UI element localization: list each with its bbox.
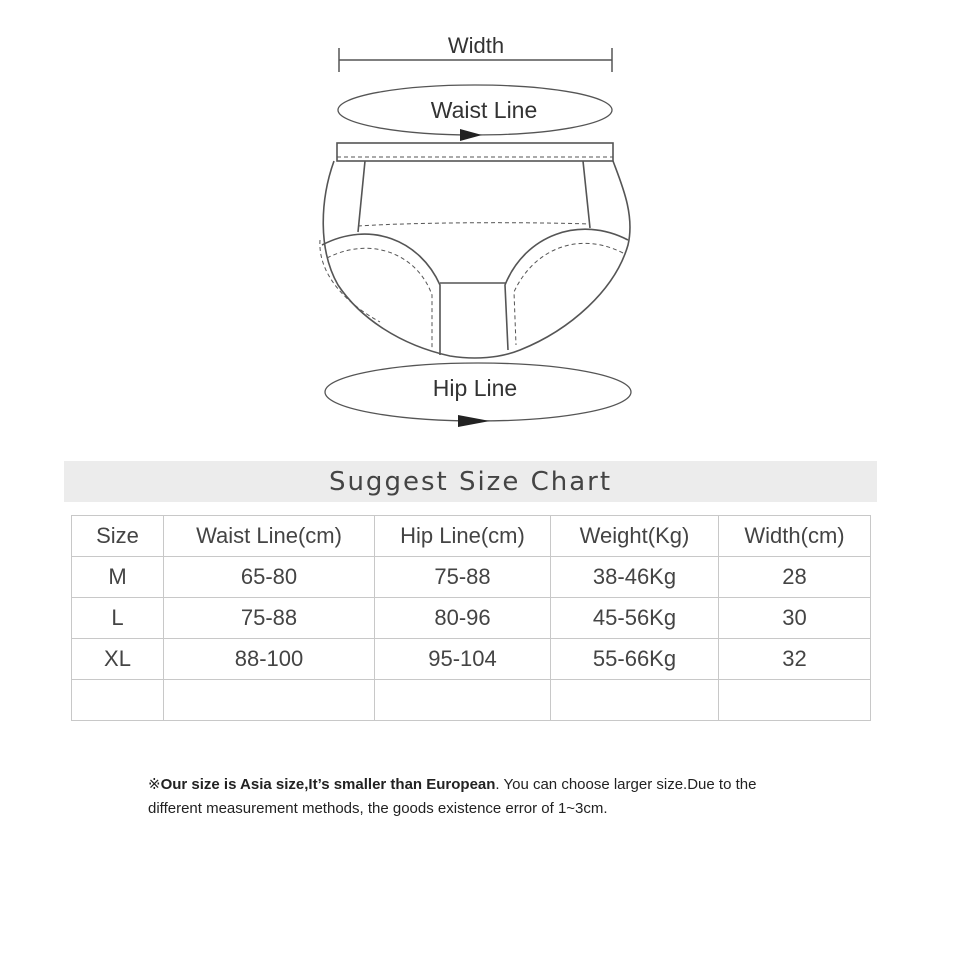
size-chart-title: Suggest Size Chart <box>328 466 613 497</box>
briefs-diagram-svg <box>0 0 960 450</box>
cell-size: L <box>72 598 164 639</box>
cell-hip: 95-104 <box>375 639 551 680</box>
cell-weight: 55-66Kg <box>551 639 719 680</box>
header-size: Size <box>72 516 164 557</box>
cell-waist: 75-88 <box>164 598 375 639</box>
table-row <box>72 598 871 639</box>
width-label: Width <box>447 33 505 58</box>
waist-line-label: Waist Line <box>430 97 538 123</box>
cell-waist: 65-80 <box>164 557 375 598</box>
note-symbol: ※ <box>148 776 161 793</box>
table-row <box>72 557 871 598</box>
size-chart-title-bar <box>64 461 877 502</box>
note-bold-text: Our size is Asia size,It’s smaller than European <box>160 776 496 793</box>
size-chart-table <box>71 515 871 721</box>
table-header-row <box>72 516 871 557</box>
header-weight: Weight(Kg) <box>551 516 719 557</box>
cell-size: M <box>72 557 164 598</box>
cell-hip: 75-88 <box>375 557 551 598</box>
cell-waist <box>164 680 375 721</box>
table-row-empty <box>72 680 871 721</box>
cell-waist: 88-100 <box>164 639 375 680</box>
hip-line-label: Hip Line <box>432 375 518 401</box>
briefs-outline <box>320 143 630 358</box>
cell-width: 30 <box>719 598 871 639</box>
cell-weight: 38-46Kg <box>551 557 719 598</box>
cell-hip <box>375 680 551 721</box>
cell-weight: 45-56Kg <box>551 598 719 639</box>
cell-width: 28 <box>719 557 871 598</box>
cell-hip: 80-96 <box>375 598 551 639</box>
note-text: . You can choose larger size.Due to the different measurement methods, the goods existence error of 1~3cm. <box>148 776 757 817</box>
table-row <box>72 639 871 680</box>
size-note <box>148 773 808 821</box>
header-hip-line: Hip Line(cm) <box>375 516 551 557</box>
cell-width <box>719 680 871 721</box>
cell-size <box>72 680 164 721</box>
cell-weight <box>551 680 719 721</box>
header-waist-line: Waist Line(cm) <box>164 516 375 557</box>
briefs-measurement-diagram <box>0 0 960 450</box>
cell-width: 32 <box>719 639 871 680</box>
header-width: Width(cm) <box>719 516 871 557</box>
cell-size: XL <box>72 639 164 680</box>
